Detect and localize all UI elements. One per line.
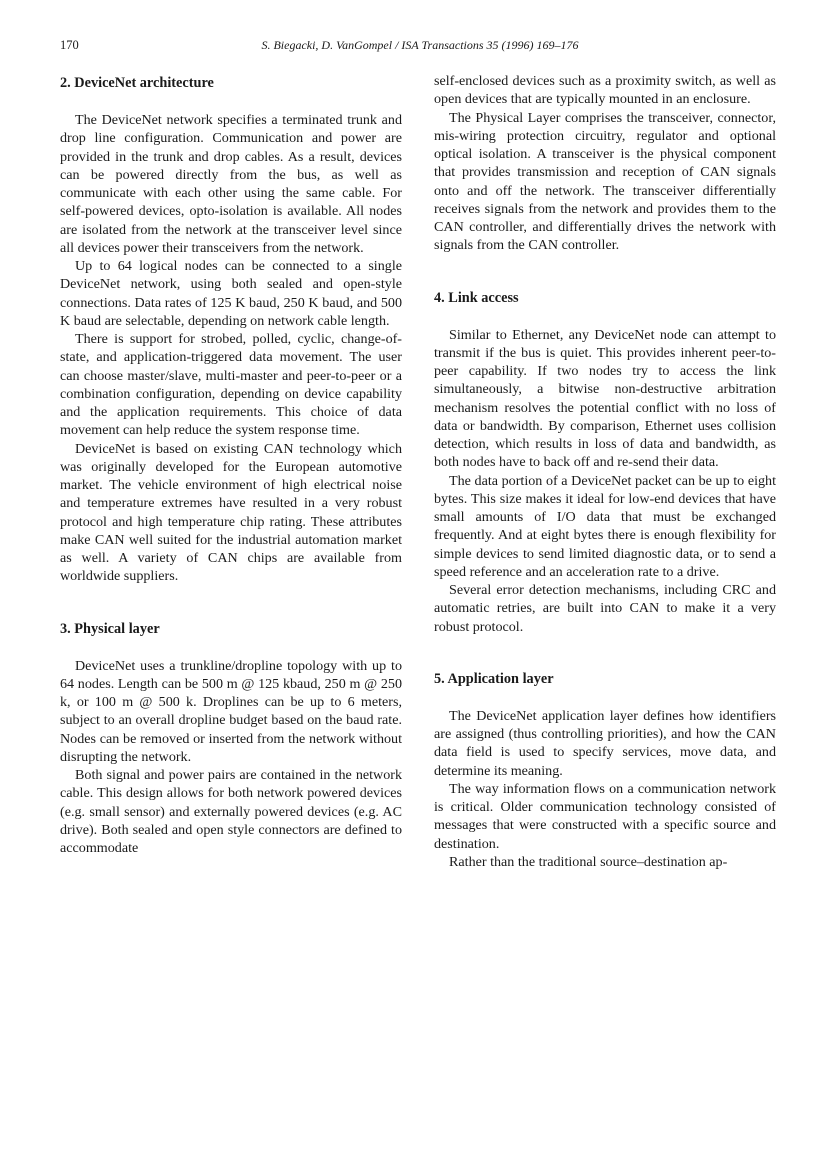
paragraph: self-enclosed devices such as a proximity switch, as well as open devices that are typically mounted in an enclosure. [434, 73, 776, 108]
paragraph: Up to 64 logical nodes can be connected to a single DeviceNet network, using both sealed and open-style connections. Data rates of 125 K baud, 250 K baud, and 500 K baud are selectable, depending on network cable length. [60, 258, 402, 329]
paragraph: The data portion of a DeviceNet packet can be up to eight bytes. This size makes it ideal for low-end devices that have small amounts of I/O data that must be exchanged frequently. And at eight bytes there is enough flexibility for simple devices to send limited diagnostic data, or to send a speed reference and an acceleration rate to a drive. [434, 472, 776, 580]
paragraph: The way information flows on a communication network is critical. Older communication technology consisted of messages that were constructed with a specific source and destination. [434, 780, 776, 852]
paragraph: Several error detection mechanisms, including CRC and automatic retries, are built into CAN to make it a very robust protocol. [434, 582, 776, 635]
page-header [60, 38, 780, 56]
section-4-heading: 4. Link access [434, 289, 519, 306]
paragraph: Both signal and power pairs are contained in the network cable. This design allows for both network powered devices (e.g. small sensor) and externally powered devices (e.g. AC drive). Both sealed and open style connectors are defined to accommodate [60, 767, 402, 856]
paragraph: The DeviceNet application layer defines how identifiers are assigned (thus controlling priorities), and how the CAN data field is used to specify services, move data, and determine its meaning. [434, 707, 776, 779]
paragraph: Similar to Ethernet, any DeviceNet node can attempt to transmit if the bus is quiet. This provides inherent peer-to-peer capability. If two nodes try to access the link simultaneously, a bitwise non-destructive arbitration mechanism resolves the potential conflict with no loss of data or bandwidth. By comparison, Ethernet uses collision detection, which results in loss of data and bandwidth, as both nodes have to back off and re-send their data. [434, 326, 776, 471]
paragraph: Rather than the traditional source–destination ap- [449, 853, 728, 870]
section-5-heading: 5. Application layer [434, 670, 554, 687]
right-column [434, 72, 776, 871]
paragraph: DeviceNet is based on existing CAN technology which was originally developed for the European automotive market. The vehicle environment of high electrical noise and temperature extremes have resulted in a very robust protocol and high temperature chip rating. These attributes make CAN well suited for the industrial automation market as well. A variety of CAN chips are available from worldwide suppliers. [60, 440, 402, 585]
page-number: 170 [60, 38, 79, 52]
paragraph: The Physical Layer comprises the transceiver, connector, mis-wiring protection circuitry, regulator and optional optical isolation. A transceiver is the physical component that provides transmission and reception of CAN signals onto and off the network. The transceiver differentially receives signals from the network and provides them to the CAN controller, and differentially drives the network with signals from the CAN controller. [434, 109, 776, 254]
paragraph: There is support for strobed, polled, cyclic, change-of-state, and application-triggered data movement. The user can choose master/slave, multi-master and peer-to-peer or a combination configuration, depending on device capability and the application requirements. This choice of data movement can help reduce the system response time. [60, 331, 402, 439]
paragraph: The DeviceNet network specifies a terminated trunk and drop line configuration. Communication and power are provided in the trunk and drop cables. As a result, devices can be powered directly from the bus, as well as communicate with each other using the same cable. For self-powered devices, opto-isolation is available. All nodes are isolated from the network at the transceiver level since all devices power their transceivers from the network. [60, 112, 402, 256]
running-head: S. Biegacki, D. VanGompel / ISA Transactions 35 (1996) 169–176 [261, 38, 579, 52]
section-3-heading: 3. Physical layer [60, 620, 160, 637]
left-column [60, 72, 402, 857]
paragraph: DeviceNet uses a trunkline/dropline topology with up to 64 nodes. Length can be 500 m @ 125 kbaud, 250 m @ 250 k, or 100 m @ 500 k. Droplines can be up to 6 meters, subject to an overall dropline budget based on the baud rate. Nodes can be removed or inserted from the network without disrupting the network. [60, 657, 402, 765]
section-2-heading: 2. DeviceNet architecture [60, 75, 214, 91]
